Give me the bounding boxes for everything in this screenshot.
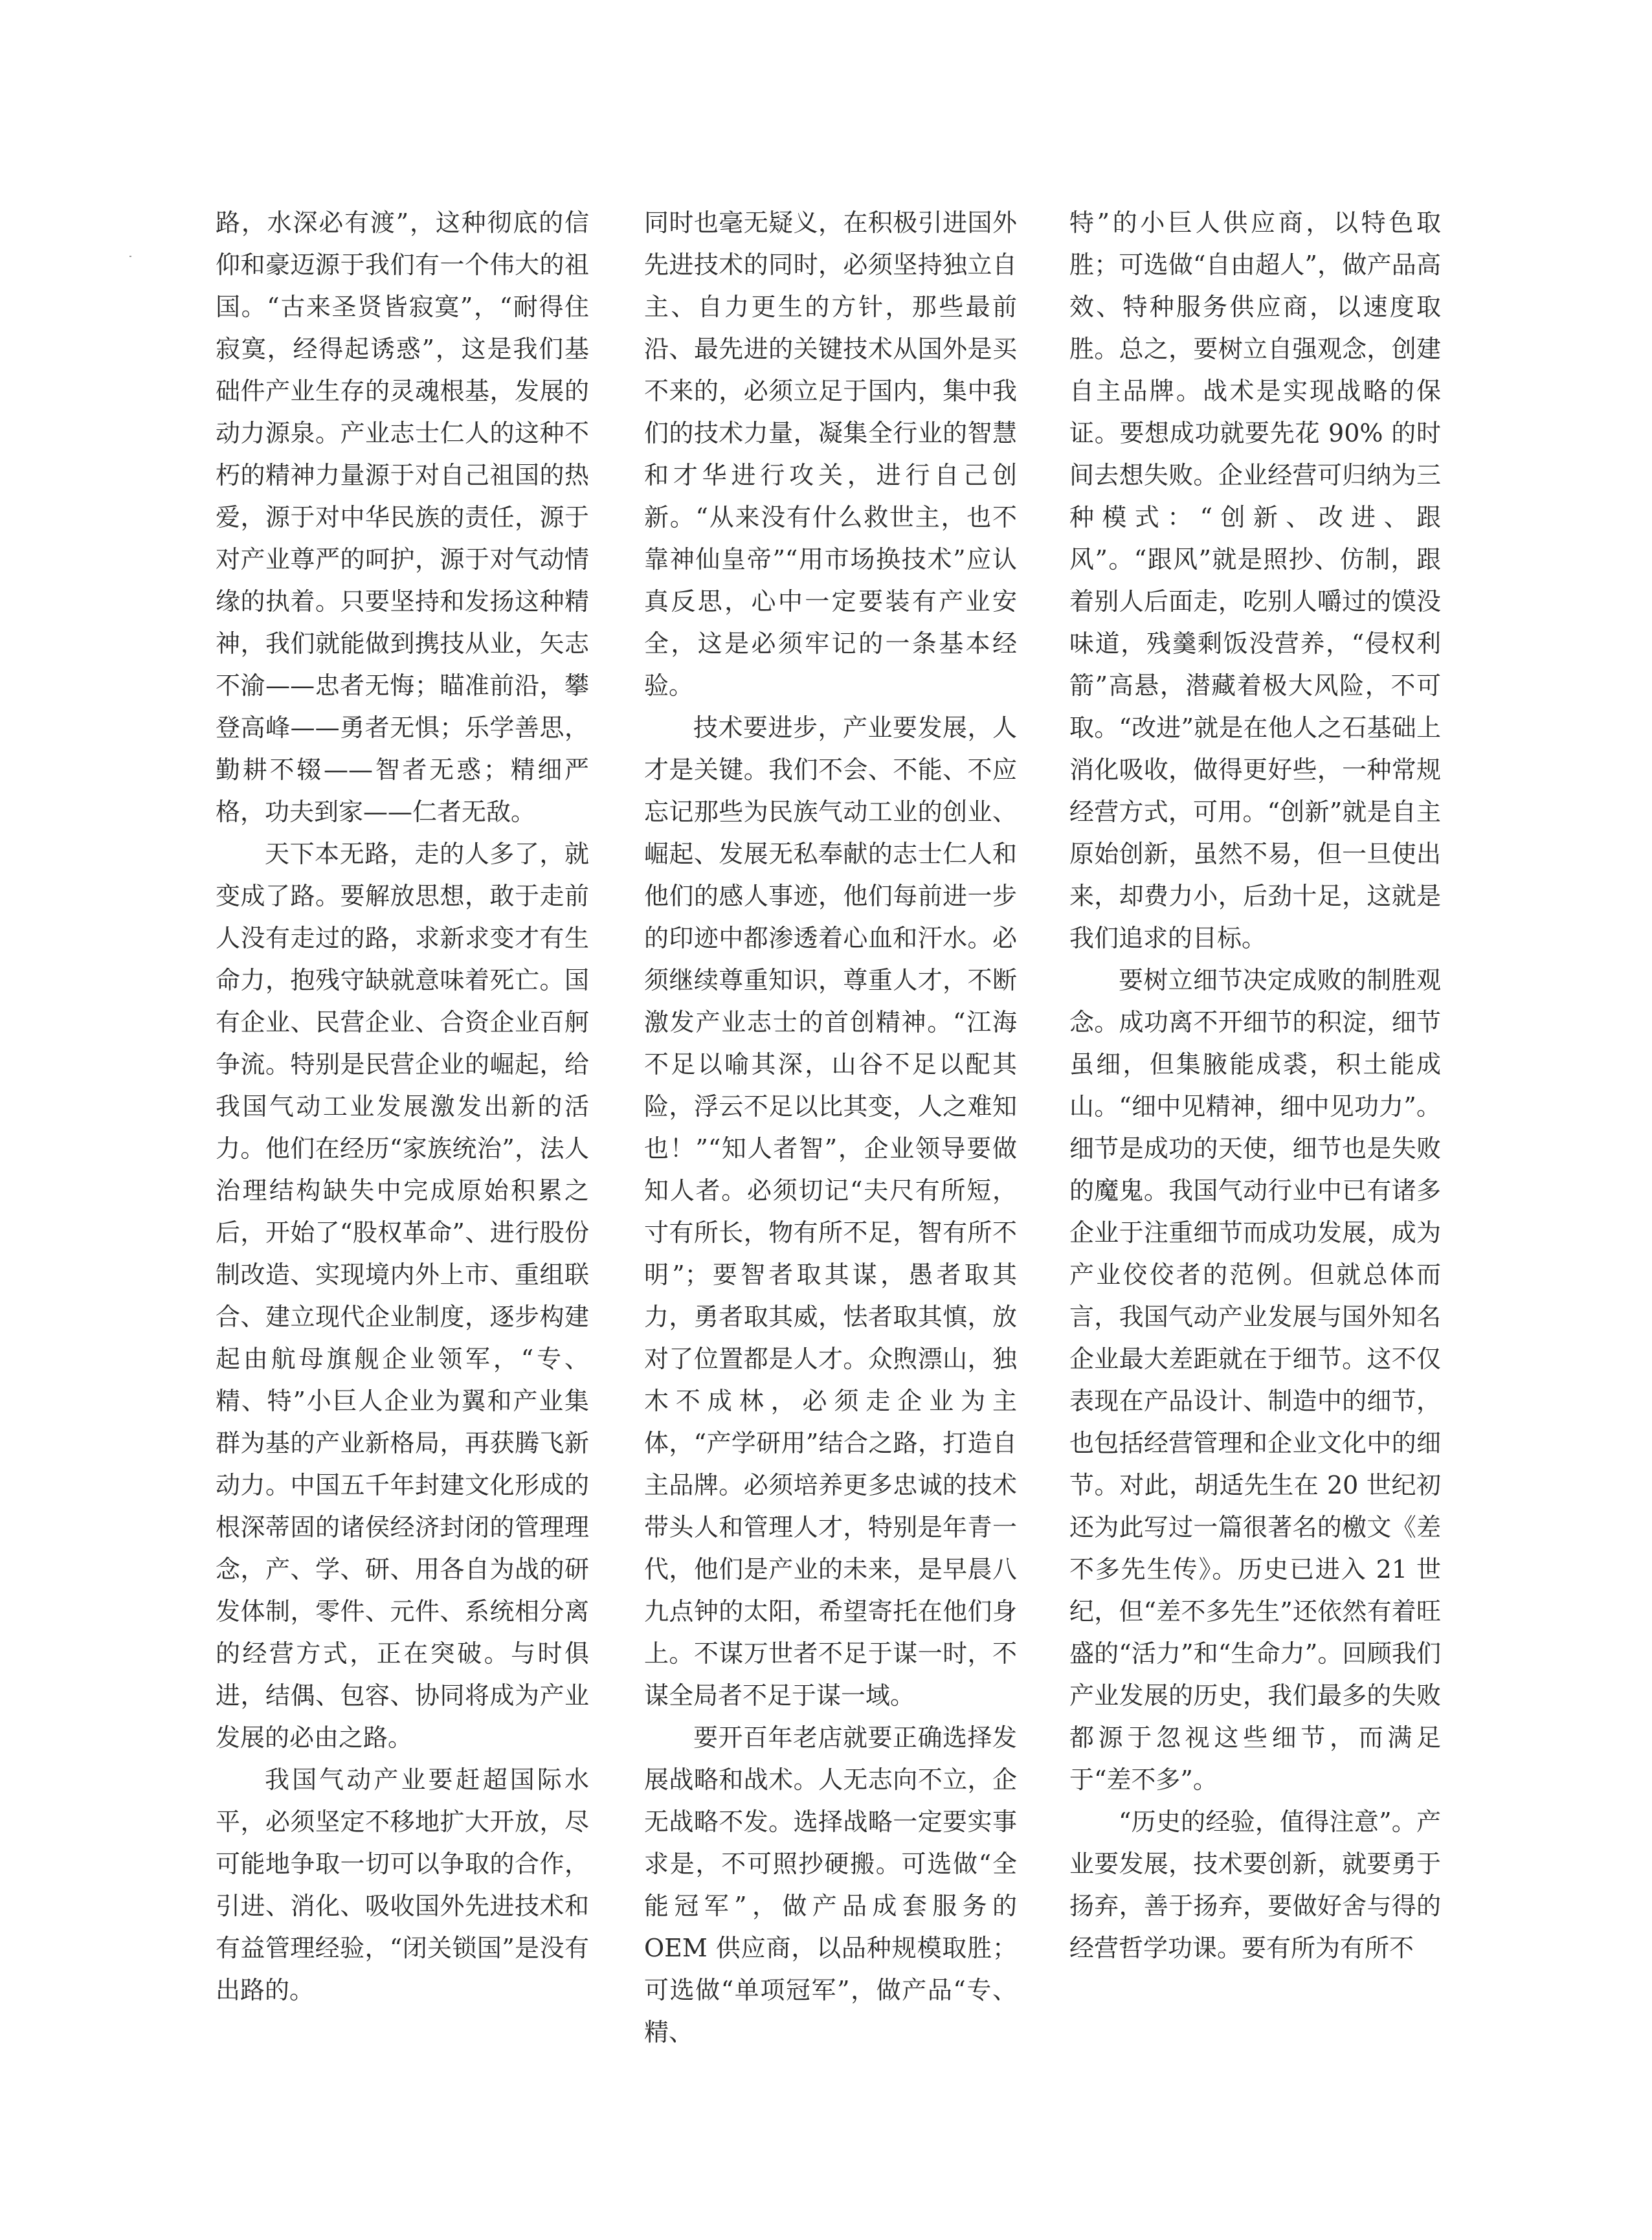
paragraph: 要开百年老店就要正确选择发展战略和战术。人无志向不立，企无战略不发。选择战略一定要实事求是，不可照抄硬搬。可选做“全能冠军”，做产品成套服务的 OEM 供应商，以品种规模取胜；可选做“单项冠军”，做产品“专、精、 xyxy=(644,1723,1017,2046)
text-column-2 xyxy=(644,202,1017,2054)
paragraph: 技术要进步，产业要发展，人才是关键。我们不会、不能、不应忘记那些为民族气动工业的创业、崛起、发展无私奉献的志士仁人和他们的感人事迹，他们每前进一步的印迹中都渗透着心血和汗水。必须继续尊重知识，尊重人才，不断激发产业志士的首创精神。“江海不足以喻其深，山谷不足以配其险，浮云不足以比其变，人之难知也！”“知人者智”，企业领导要做知人者。必须切记“夫尺有所短，寸有所长，物有所不足，智有所不明”；要智者取其谋，愚者取其力，勇者取其威，怯者取其慎，放对了位置都是人才。众煦漂山，独木不成林，必须走企业为主体，“产学研用”结合之路，打造自主品牌。必须培养更多忠诚的技术带头人和管理人才，特别是年青一代，他们是产业的未来，是早晨八九点钟的太阳，希望寄托在他们身上。不谋万世者不足于谋一时，不谋全局者不足于谋一域。 xyxy=(644,713,1017,1710)
paragraph: 特”的小巨人供应商，以特色取胜；可选做“自由超人”，做产品高效、特种服务供应商，以速度取胜。总之，要树立自强观念，创建自主品牌。战术是实现战略的保证。要想成功就要先花 90% 的时间去想失败。企业经营可归纳为三种模式：“创新、改进、跟风”。“跟风”就是照抄、仿制，跟着别人后面走，吃别人嚼过的馍没味道，残羹剩饭没营养，“侵权利箭”高悬，潜藏着极大风险，不可取。“改进”就是在他人之石基础上消化吸收，做得更好些，一种常规经营方式，可用。“创新”就是自主原始创新，虽然不易，但一旦使出来，却费力小，后劲十足，这就是我们追求的目标。 xyxy=(1069,208,1441,952)
paragraph: 同时也毫无疑义，在积极引进国外先进技术的同时，必须坚持独立自主、自力更生的方针，那些最前沿、最先进的关键技术从国外是买不来的，必须立足于国内，集中我们的技术力量，凝集全行业的智慧和才华进行攻关，进行自己创新。“从来没有什么救世主，也不靠神仙皇帝”“用市场换技术”应认真反思，心中一定要装有产业安全，这是必须牢记的一条基本经验。 xyxy=(644,208,1017,700)
scan-speck xyxy=(129,256,131,257)
paragraph: 路，水深必有渡”，这种彻底的信仰和豪迈源于我们有一个伟大的祖国。“古来圣贤皆寂寞”，“耐得住寂寞，经得起诱惑”，这是我们基础件产业生存的灵魂根基，发展的动力源泉。产业志士仁人的这种不朽的精神力量源于对自己祖国的热爱，源于对中华民族的责任，源于对产业尊严的呵护，源于对气动情缘的执着。只要坚持和发扬这种精神，我们就能做到携技从业，矢志不渝——忠者无悔；瞄准前沿，攀登高峰——勇者无惧；乐学善思，勤耕不辍——智者无惑；精细严格，功夫到家——仁者无敌。 xyxy=(216,208,589,826)
text-column-3 xyxy=(1069,202,1441,1969)
paragraph: 要树立细节决定成败的制胜观念。成功离不开细节的积淀，细节虽细，但集腋能成裘，积土能成山。“细中见精神，细中见功力”。细节是成功的天使，细节也是失败的魔鬼。我国气动行业中已有诸多企业于注重细节而成功发展，成为产业佼佼者的范例。但就总体而言，我国气动产业发展与国外知名企业最大差距就在于细节。这不仅表现在产品设计、制造中的细节，也包括经营管理和企业文化中的细节。对此，胡适先生在 20 世纪初还为此写过一篇很著名的檄文《差不多先生传》。历史已进入 21 世纪，但“差不多先生”还依然有着旺盛的“活力”和“生命力”。回顾我们产业发展的历史，我们最多的失败都源于忽视这些细节，而满足于“差不多”。 xyxy=(1069,966,1441,1794)
paragraph: 我国气动产业要赶超国际水平，必须坚定不移地扩大开放，尽可能地争取一切可以争取的合作，引进、消化、吸收国外先进技术和有益管理经验，“闭关锁国”是没有出路的。 xyxy=(216,1765,589,2004)
paragraph: “历史的经验，值得注意”。产业要发展，技术要创新，就要勇于扬弃，善于扬弃，要做好舍与得的经营哲学功课。要有所为有所不 xyxy=(1069,1808,1441,1962)
text-column-1 xyxy=(216,202,589,2011)
paragraph: 天下本无路，走的人多了，就变成了路。要解放思想，敢于走前人没有走过的路，求新求变才有生命力，抱残守缺就意味着死亡。国有企业、民营企业、合资企业百舸争流。特别是民营企业的崛起，给我国气动工业发展激发出新的活力。他们在经历“家族统治”，法人治理结构缺失中完成原始积累之后，开始了“股权革命”、进行股份制改造、实现境内外上市、重组联合、建立现代企业制度，逐步构建起由航母旗舰企业领军，“专、精、特”小巨人企业为翼和产业集群为基的产业新格局，再获腾飞新动力。中国五千年封建文化形成的根深蒂固的诸侯经济封闭的管理理念，产、学、研、用各自为战的研发体制，零件、元件、系统相分离的经营方式，正在突破。与时俱进，结偶、包容、协同将成为产业发展的必由之路。 xyxy=(216,840,589,1752)
